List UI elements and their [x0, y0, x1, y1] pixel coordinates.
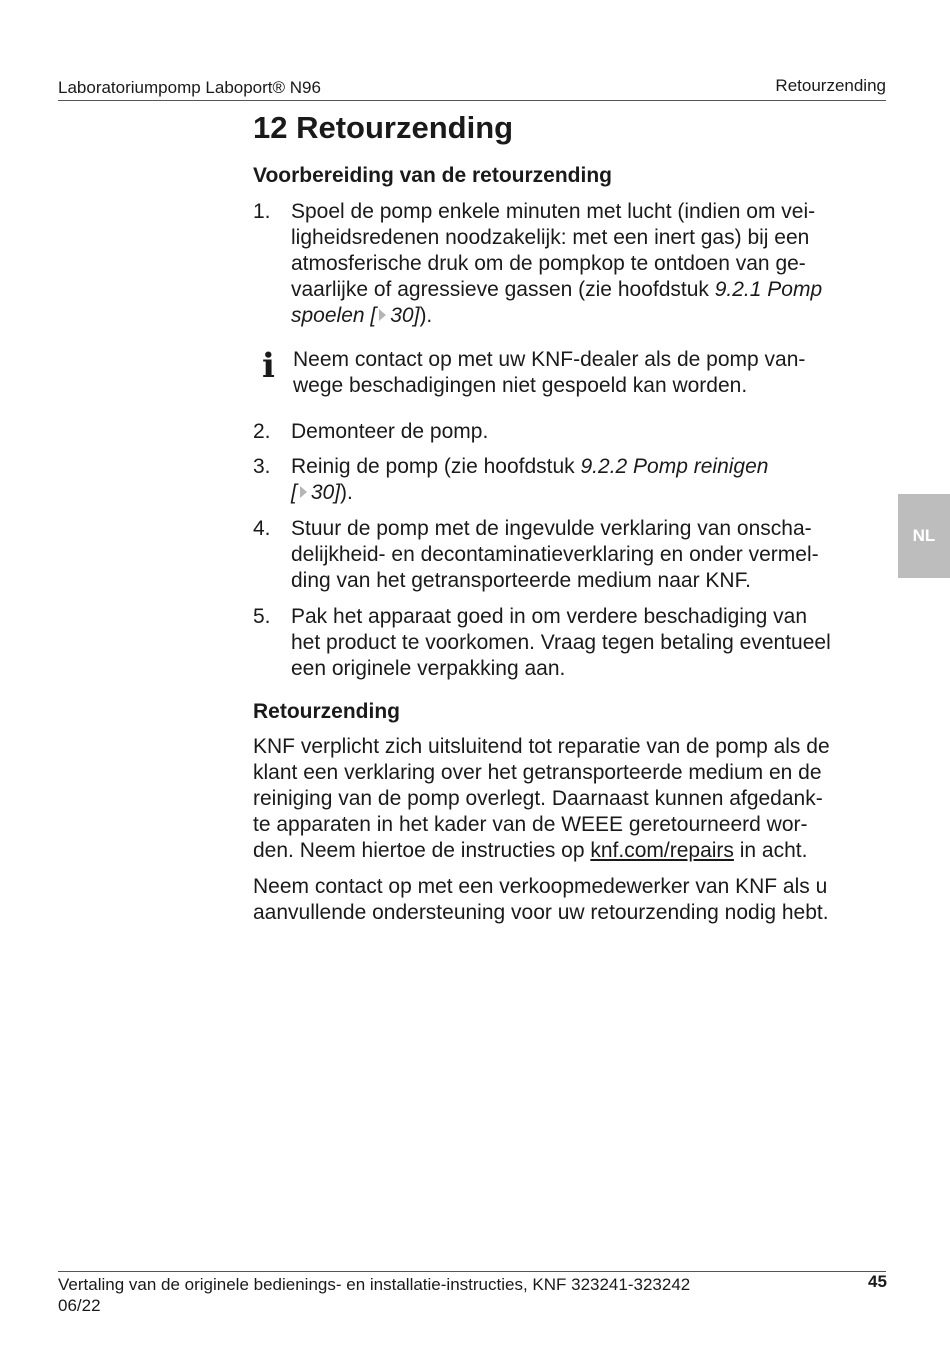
header-doc-title: Laboratoriumpomp Laboport® N96 [58, 78, 321, 97]
text-line: ding van het getransporteerde medium naar KNF. [291, 569, 751, 592]
chapter-reference[interactable]: spoelen [ [291, 304, 377, 327]
paragraph [253, 874, 893, 926]
text: den. Neem hiertoe de instructies op [253, 839, 591, 862]
paragraph [253, 734, 893, 864]
page-number: 45 [868, 1272, 887, 1291]
page-reference-link[interactable]: 30] [310, 481, 341, 504]
text-line: Pak het apparaat goed in om verdere beschadiging van [291, 605, 808, 628]
text: [ [291, 481, 297, 504]
section-heading: Voorbereiding van de retourzending [253, 164, 612, 187]
text-line: een originele verpakking aan. [291, 657, 566, 680]
language-tab: NL [898, 494, 950, 578]
footer-text [58, 1274, 690, 1316]
text-line [291, 454, 768, 480]
chapter-reference[interactable]: 9.2.1 Pomp [714, 278, 823, 301]
text: vaarlijke of agressieve gassen (zie hoofdstuk [291, 278, 715, 301]
text-line [291, 480, 768, 506]
text-line: het product te voorkomen. Vraag tegen betaling eventueel [291, 631, 831, 654]
text-line: Neem contact op met uw KNF-dealer als de pomp van- [293, 348, 806, 371]
repairs-link[interactable]: knf.com/repairs [590, 839, 734, 862]
info-note [293, 347, 933, 399]
text: in acht. [733, 839, 808, 862]
text-line: klant een verklaring over het getransporteerde medium en de [253, 761, 822, 784]
page-arrow-icon [300, 486, 307, 498]
info-icon: i [262, 346, 275, 386]
list-number: 4. [253, 517, 271, 540]
text-line: te apparaten in het kader van de WEEE geretourneerd wor- [253, 813, 808, 836]
page-arrow-icon [379, 309, 386, 321]
list-number: 3. [253, 455, 271, 478]
page-reference-link[interactable]: 30] [390, 304, 420, 327]
footer-doc-info: Vertaling van de originele bedienings- en installatie-instructies, KNF 323241-323242 [58, 1275, 691, 1294]
list-number: 5. [253, 605, 271, 628]
footer-divider [58, 1271, 886, 1272]
list-number: 2. [253, 420, 271, 443]
text: Reinig de pomp (zie hoofdstuk [291, 455, 581, 478]
text-line [253, 838, 893, 864]
text-line: Demonteer de pomp. [291, 420, 489, 443]
text-line: Stuur de pomp met de ingevulde verklaring van onscha- [291, 517, 812, 540]
page-title: 12 Retourzending [253, 110, 514, 145]
text-line: wege beschadigingen niet gespoeld kan worden. [293, 374, 748, 397]
list-number: 1. [253, 200, 271, 223]
header-section-title: Retourzending [775, 76, 886, 95]
text: ). [419, 304, 433, 327]
text-line: Spoel de pomp enkele minuten met lucht (indien om vei- [291, 200, 816, 223]
text-line [291, 303, 822, 329]
text-line: KNF verplicht zich uitsluitend tot reparatie van de pomp als de [253, 735, 830, 758]
text-line: ligheidsredenen noodzakelijk: met een inert gas) bij een [291, 226, 810, 249]
text-line: reiniging van de pomp overlegt. Daarnaast kunnen afgedank- [253, 787, 823, 810]
text-line: aanvullende ondersteuning voor uw retourzending nodig hebt. [253, 901, 829, 924]
text-line: atmosferische druk om de pompkop te ontdoen van ge- [291, 252, 806, 275]
text-line: delijkheid- en decontaminatieverklaring en onder vermel- [291, 543, 819, 566]
text-line [291, 277, 822, 303]
header-divider [58, 100, 886, 101]
footer-date: 06/22 [58, 1296, 101, 1315]
text-line: Neem contact op met een verkoopmedewerker van KNF als u [253, 875, 828, 898]
section-heading: Retourzending [253, 700, 400, 723]
chapter-reference[interactable]: 9.2.2 Pomp reinigen [580, 455, 769, 478]
text: ). [340, 481, 353, 504]
